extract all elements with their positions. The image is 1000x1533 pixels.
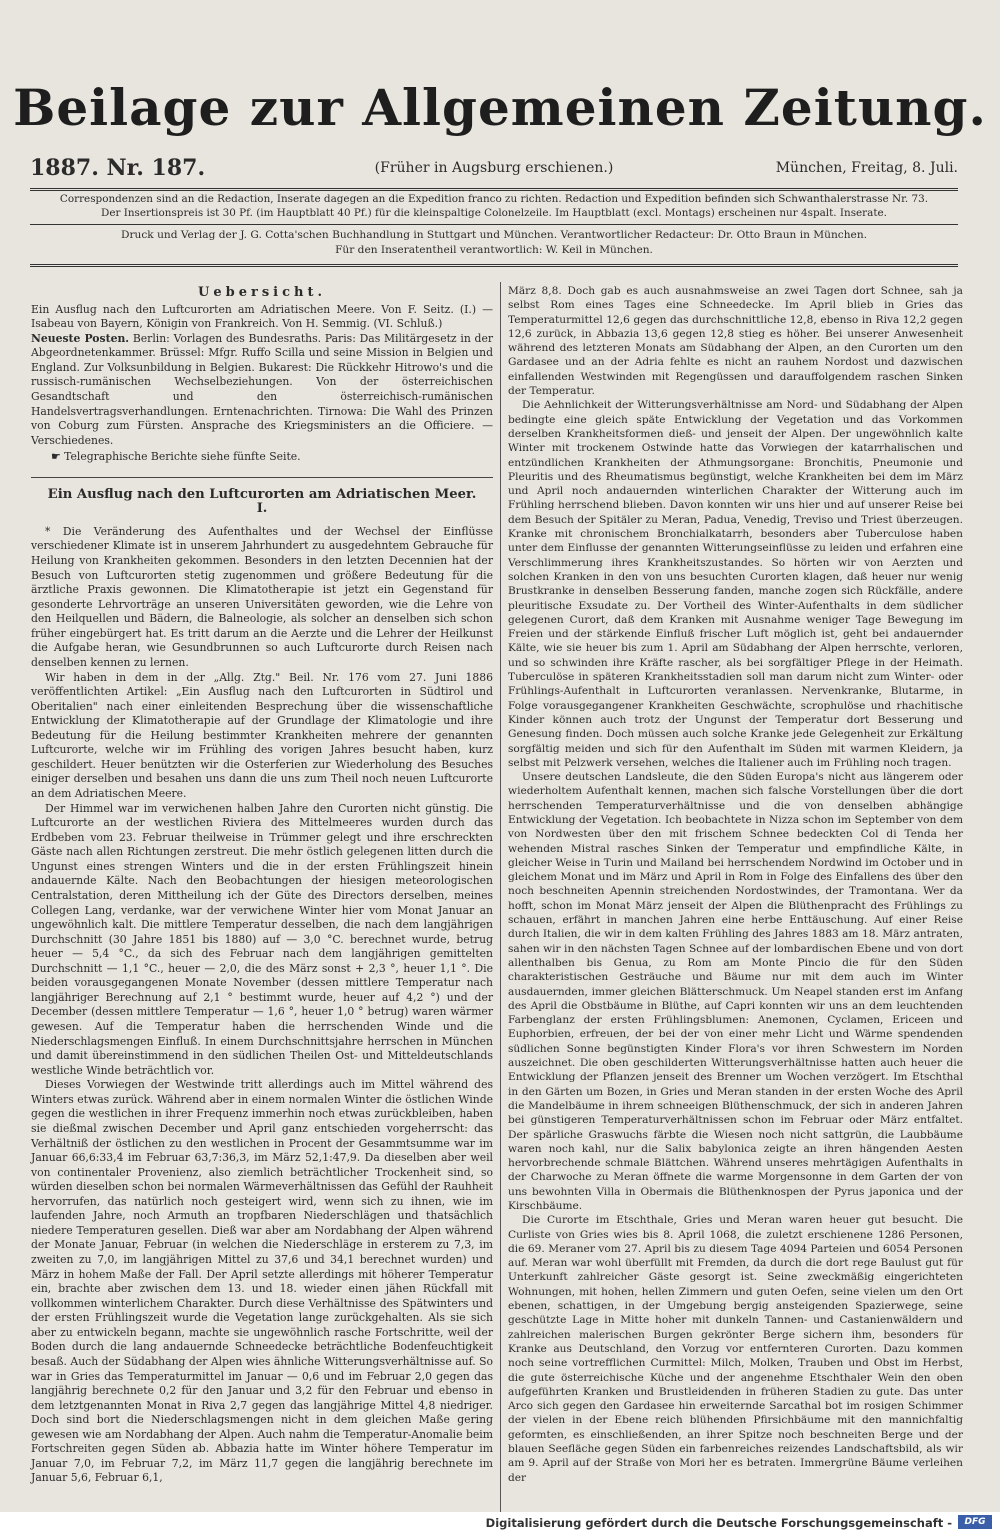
divider xyxy=(30,224,958,225)
telegraph-hint: ☛ Telegraphische Berichte siehe fünfte Seite. xyxy=(51,450,301,464)
news-text: Berlin: Vorlagen des Bundesraths. Paris: Das Militärgesetz in der Abgeordnetenkammer. Brüssel: Mfgr. Ruffo Scilla und seine Mission in Belgien und England. Zur Volksunbildung in Belgien. Bukarest: Die Rückkehr Hitrowo's und die russisch-rumänischen Wechselbeziehungen. Von der österreichischen Gesandtschaft und den österreichisch-rumänischen Handelsvertragsverhandlungen. Erntenachrichten. Tirnowa: Die Wahl des Prinzen von Coburg zum Fürsten. Ansprache des Kriegsministers an die Officiere. — Verschiedenes. xyxy=(31,331,494,447)
article-paragraph: Die Curorte im Etschthale, Gries und Meran waren heuer gut besucht. Die Curliste von Gries wies bis 8. April 1068, die zuletzt erschienene 1286 Personen, die 69. Meraner vom 27. April bis zu diesem Tage 4094 Parteien und 6054 Personen auf. Meran war wohl überfüllt mit Fremden, da durch die dort rege Baulust gut für Unterkunft zahlreicher Gäste gesorgt ist. Seine zweckmäßig eingerichteten Wohnungen, mit hohen, hellen Zimmern und guten Oefen, seine vielen um den Ort ebenen, schattigen, in der Umgebung bergig ansteigenden Spazierwege, seine geschützte Lage in Mitte hoher mit dunkeln Tannen- und Castanienwäldern und zahlreichen malerischen Burgen gekrönter Berge sichern ihm, besonders für Kranke aus Deutschland, den Vorzug vor entfernteren Curorten. Dazu kommen noch seine vortrefflichen Curmittel: Milch, Molken, Trauben und Obst im Herbst, die gute österreichische Küche und der angenehme Etschthaler Wein den oben aufgeführten Kranken und Brustleidenden in früheren Stadien zu gute. Das unter Arco sich gegen den Gardasee hin erweiternde Sarcathal bot im rosigen Schimmer der vielen in der Ebene reich blühenden Pfirsichbäume mit den mannichfaltig geformten, es einschließenden, an ihrer Spitze noch beschneiten Berge und der blauen Seefläche gegen Süden ein farbenreiches reizendes Landschaftsbild, als wir am 9. April auf der Straße von Mori her es betraten. Immergrüne Bäume verleihen der xyxy=(508,1214,963,1484)
left-column xyxy=(31,284,493,1486)
imprint-block xyxy=(30,228,958,258)
dfg-logo-icon: DFG xyxy=(958,1515,992,1529)
issue-date: München, Freitag, 8. Juli. xyxy=(775,160,958,176)
article-paragraph: Dieses Vorwiegen der Westwinde tritt allerdings auch im Mittel während des Winters etwas zurück. Während aber in einem normalen Winter die östlichen Winde gegen die westlichen in ihrer Frequenz immerhin noch etwas zurückbleiben, haben sie dießmal zwischen December und April ganz entschieden vorgeherrscht: das Verhältniß der östlichen zu den westlichen in Procent der Gesammtsumme war im Januar 66,6:33,4 im Februar 63,7:36,3, im März 52,1:47,9. Da dieselben aber weil von continentaler Provenienz, also ziemlich beträchtlicher Trockenheit sind, so würden dieselben schon bei normalen Wärmeverhältnissen das Gefühl der Rauhheit hervorrufen, das natürlich noch gesteigert wird, wenn sich zu ihnen, wie im laufenden Jahre, noch Armuth an tropfbaren Niederschlägen und thatsächlich niedere Temperaturen gesellen. Dieß war aber am Nordabhang der Alpen während der Monate Januar, Februar (in welchen die Niederschläge in ersterem zu 7,3, im zweiten zu 7,0, im langjährigen Mittel zu 37,6 und 34,1 berechnet wurden) und März in hohem Maße der Fall. Der April setzte allerdings mit höherer Temperatur ein, brachte aber zwischen dem 13. und 18. wieder einen jähen Rückfall mit vollkommen winterlichem Charakter. Durch diese Verhältnisse des Spätwinters und der ersten Frühlingszeit wurde die Vegetation lange zurückgehalten. Als sie sich aber zu entwickeln begann, machte sie ungewöhnlich rasche Fortschritte, weil der Boden durch die lang andauernde Schneedecke beträchtliche Bodenfeuchtigkeit besaß. Auch der Südabhang der Alpen wies ähnliche Witterungsverhältnisse auf. So war in Gries das Temperaturmittel im Januar — 0,6 und im Februar 2,0 gegen das langjährig berechnete 0,2 für den Januar und 3,2 für den Februar und ebenso in dem letztgenannten Monat in Riva 2,7 gegen das langjährige Mittel 4,8 niedriger. Doch sind bort die Niederschlagsmengen nicht in dem gleichen Maße gering gewesen wie am Nordabhang der Alpen. Auch nahm die Temperatur-Anomalie beim Fortschreiten gegen Süden ab. Abbazia hatte im Winter höhere Temperatur im Januar 7,0, im Februar 7,2, im März 11,7 gegen die langjährig berechnete im Januar 5,6, Februar 6,1, xyxy=(31,1078,493,1485)
article-paragraph: März 8,8. Doch gab es auch ausnahmsweise an zwei Tagen dort Schnee, sah ja selbst Rom eines Tages eine Schneedecke. Im April blieb in Gries das Temperaturmittel 12,6 gegen das durchschnittliche 12,8, ebenso in Riva 12,2 gegen 12,6 zurück, in Abbazia 13,6 gegen 12,8 stieg es höher. Bei unserer Anwesenheit während des letzteren Monats am Südabhang der Alpen, an den Curorten um den Gardasee und an der Adria fehlte es nicht an rauhem Nordost und dazwischen einfallenden Westwinden mit Regengüssen und darauffolgendem raschen Sinken der Temperatur. xyxy=(508,285,963,398)
overview-news xyxy=(31,332,493,449)
article-paragraph: Die Aehnlichkeit der Witterungsverhältnisse am Nord- und Südabhang der Alpen bedingte eine gleich späte Entwicklung der Vegetation und das Vorkommen derselben Krankheitsformen dieß- und jenseit der Alpen. Der ungewöhnlich kalte Winter mit trockenem Ostwinde hatte das Vorwiegen der katarrhalischen und entzündlichen Krankheiten der Athmungsorgane: Bronchitis, Pneumonie und Pleuritis und des Rheumatismus begünstigt, welche Krankheiten bei dem im März und April noch andauernden winterlichen Charakter der Witterung auch im Frühling herrschend blieben. Davon konnten wir uns hier und auf unserer Reise bei dem Besuch der Spitäler zu Meran, Padua, Venedig, Treviso und Triest überzeugen. Kranke mit chronischem Bronchialkatarrh, besonders aber Tuberculose haben unter dem Einflusse der genannten Witterungseinflüsse zu leiden und erfahren eine Verschlimmerung ihres Krankheitszustandes. So hörten wir von Aerzten und solchen Kranken in den von uns besuchten Curorten klagen, daß heuer nur wenig Brustkranke in denselben Besserung fanden, manche zogen sich Rückfälle, andere pleuritische Exsudate zu. Der Vortheil des Winter-Aufenthalts in dem südlicher gelegenen Curort, daß dem Kranken mit Ausnahme weniger Tage Bewegung im Freien und der stärkende Einfluß frischer Luft möglich ist, geht bei andauernder Kälte, wie sie heuer bis zum 1. April am Südabhang der Alpen herrschte, verloren, und so schwinden ihre Kräfte rascher, als bei sorgfältiger Pflege in der Heimath. Tuberculöse in späteren Krankheitsstadien soll man darum nicht zum Winter- oder Frühlings-Aufenthalt in Luftcurorten veranlassen. Nervenkranke, Blutarme, in Folge vorausgegangener Krankheiten Geschwächte, scrophulöse und rhachitische Kinder können auch trotz der Ungunst der Temperatur dort Besserung und Genesung finden. Doch müssen auch solche Kranke jede Gelegenheit zur Erkältung sorgfältig meiden und sich für den Aufenthalt im Süden mit warmen Kleidern, ja selbst mit Pelzwerk versehen, welches die Italiener auch im Frühling noch tragen. xyxy=(508,399,963,769)
divider xyxy=(30,264,958,267)
overview-intro: Ein Ausflug nach den Luftcurorten am Adriatischen Meere. Von F. Seitz. (I.) — Isabeau von Bayern, Königin von Frankreich. Von H. Semmig. (VI. Schluß.) xyxy=(31,302,493,331)
digitization-footer xyxy=(0,1512,1000,1533)
overview-heading: Uebersicht. xyxy=(198,285,326,300)
article-paragraph: Unsere deutschen Landsleute, die den Süden Europa's nicht aus längerem oder wiederholtem Aufenthalt kennen, machen sich falsche Vorstellungen über die dort herrschenden Temperaturverhältnisse und die von denselben abhängige Entwicklung der Vegetation. Ich beobachtete in Nizza schon im September von dem von Nordwesten über den mit frischem Schnee bedeckten Col di Tenda her wehenden Mistral rasches Sinken der Temperatur und empfindliche Kälte, in gleicher Weise in Turin und Mailand bei herrschendem Nordwind im October und in gleichem Monat und im März und April in Rom in Folge des Einfallens des über den noch beschneiten Apennin streichenden Nordostwindes, der Tramontana. Wer da hofft, schon im Monat März jenseit der Alpen die Blüthenpracht des Frühlings zu schauen, erfährt in manchen Jahren eine herbe Enttäuschung. Auf einer Reise durch Italien, die wir in dem kalten Frühling des Jahres 1883 am 18. März antraten, sahen wir in den nächsten Tagen Schnee auf der lombardischen Ebene und von dort allenthalben bis Genua, zu Rom am Monte Pincio die für den Süden charakteristischen Gesträuche und Bäume nur mit dem auch im Winter ausdauernden, immer gleichen Blätterschmuck. Um Neapel standen erst im Anfang des April die Obstbäume in Blüthe, auf Capri konnten wir uns an dem leuchtenden Farbenglanz der ersten Frühlingsblumen: Anemonen, Cyclamen, Ericeen und Euphorbien, erfreuen, der bei der von einer mehr Licht und Wärme spendenden südlichen Sonne begünstigten Kinder Flora's vor ihren Schwestern im Norden auszeichnet. Die oben geschilderten Witterungsverhältnisse hatten auch heuer die Entwicklung der Pflanzen jenseit des Brenner um Wochen verzögert. Im Etschthal in den Gärten um Bozen, in Gries und Meran standen in der ersten Woche des April die Mandelbäume in ihrem schneeigen Blüthenschmuck, der sich in anderen Jahren bei günstigeren Temperaturverhältnissen schon im Februar oder März entfaltet. Der spärliche Graswuchs färbte die Wiesen noch nicht sattgrün, die Laubbäume waren noch kahl, nur die Salix babylonica zeigte an ihren hängenden Aesten hervorbrechende schmale Blättchen. Während unseres mehrtägigen Aufenthalts in der Charwoche zu Meran öffnete die warme Morgensonne in dem Garten der von uns bewohnten Villa in Obermais die Blüthenknospen der Pyrus japonica und der Kirschbäume. xyxy=(508,771,963,1212)
imprint-line: Druck und Verlag der J. G. Cotta'schen Buchhandlung in Stuttgart und München. Verantwortlicher Redacteur: Dr. Otto Braun in München. xyxy=(120,229,868,241)
article-paragraph: * Die Veränderung des Aufenthaltes und der Wechsel der Einflüsse verschiedener Klimate ist in unserem Jahrhundert zu ausgedehntem Gebrauche für Heilung von Krankheiten gekommen. Besonders in den letzten Decennien hat der Besuch von Luftcurorten stetig zugenommen und größere Bedeutung für die ärztliche Praxis gewonnen. Die Klimatotherapie ist jetzt ein Gegenstand für gesonderte Lehrvorträge an unseren Universitäten geworden, wie die Lehre von den Heilquellen und Bädern, die Balneologie, als solcher an denselben sich schon früher eingebürgert hat. Es tritt darum an die Aerzte und die Lehrer der Heilkunst die Aufgabe heran, wie Gesundbrunnen so auch Luftcurorte durch Reisen nach denselben kennen zu lernen. xyxy=(31,524,493,669)
issue-line xyxy=(30,155,958,185)
issue-number: 1887. Nr. 187. xyxy=(30,155,206,181)
article-title: Ein Ausflug nach den Luftcurorten am Adriatischen Meer. xyxy=(47,486,477,502)
news-lead: Neueste Posten. xyxy=(31,331,130,345)
masthead-title: Beilage zur Allgemeinen Zeitung. xyxy=(13,78,987,137)
issue-previously: (Früher in Augsburg erschienen.) xyxy=(374,160,614,176)
imprint-line: Für den Inseratentheil verantwortlich: W. Keil in München. xyxy=(335,244,653,256)
article-paragraph: Wir haben in dem in der „Allg. Ztg." Beil. Nr. 176 vom 27. Juni 1886 veröffentlichten Artikel: „Ein Ausflug nach den Luftcurorten in Südtirol und Oberitalien" nach einer einleitenden Besprechung über die wissenschaftliche Entwicklung der Klimatotherapie auf der Grundlage der Klimatologie und ihre Bedeutung für die Heilung bestimmter Krankheiten mehrere der genannten Luftcurorte, welche wir im Frühling des vorigen Jahres besucht haben, kurz geschildert. Heuer benützten wir die Osterferien zur Wiederholung des Besuches einiger derselben und besahen uns dann die uns zum Theil noch neuen Luftcurorte an dem Adriatischen Meere. xyxy=(31,670,493,800)
right-column xyxy=(508,284,963,1485)
column-divider xyxy=(500,282,501,1520)
notice-line: Correspondenzen sind an die Redaction, Inserate dagegen an die Expedition franco zu richten. Redaction und Expedition befinden sich Schwanthalerstrasse Nr. 73. xyxy=(59,193,929,205)
divider xyxy=(31,477,493,478)
notice-line: Der Insertionspreis ist 30 Pf. (im Hauptblatt 40 Pf.) für die kleinspaltige Colonelzeile. Im Hauptblatt (excl. Montags) erscheinen nur 4spalt. Inserate. xyxy=(101,207,887,219)
footer-credit: Digitalisierung gefördert durch die Deutsche Forschungsgemeinschaft - xyxy=(485,1516,952,1530)
notice-block xyxy=(30,192,958,220)
article-part: I. xyxy=(256,501,268,517)
article-paragraph: Der Himmel war im verwichenen halben Jahre den Curorten nicht günstig. Die Luftcurorte an der westlichen Riviera des Mittelmeeres wurden durch das Erdbeben vom 23. Februar theilweise in Trümmer gelegt und ihre erschreckten Gäste nach allen Richtungen zerstreut. Die mehr östlich gelegenen litten durch die Ungunst eines strengen Winters und die in der ersten Frühlingszeit hinein andauernde Kälte. Nach den Beobachtungen der hiesigen meteorologischen Centralstation, deren Mittheilung ich der Güte des Directors derselben, meines Collegen Lang, verdanke, war der verwichene Winter hier vom Monat Januar an ungewöhnlich kalt. Die mittlere Temperatur desselben, die nach dem langjährigen Durchschnitt (30 Jahre 1851 bis 1880) auf — 3,0 °C. berechnet wurde, betrug heuer — 5,4 °C., da sich des Februar nach dem langjährigen gemittelten Durchschnitt — 1,1 °C., heuer — 2,0, die des März sonst + 2,3 °, heuer 1,1 °. Die beiden vorausgegangenen Monate November (dessen mittlere Temperatur nach langjähriger Berechnung auf 2,1 ° bestimmt wurde, heuer auf 4,2 °) und der December (dessen mittlere Temperatur — 1,6 °, heuer 1,0 ° betrug) waren wärmer gewesen. Auf die Temperatur haben die herrschenden Winde und die Niederschlagsmengen Einfluß. In einem Durchschnittsjahre herrschen in München und damit übereinstimmend in den südlichen Theilen Ost- und Mitteldeutschlands westliche Winde beträchtlich vor. xyxy=(31,801,493,1077)
divider xyxy=(30,188,958,191)
